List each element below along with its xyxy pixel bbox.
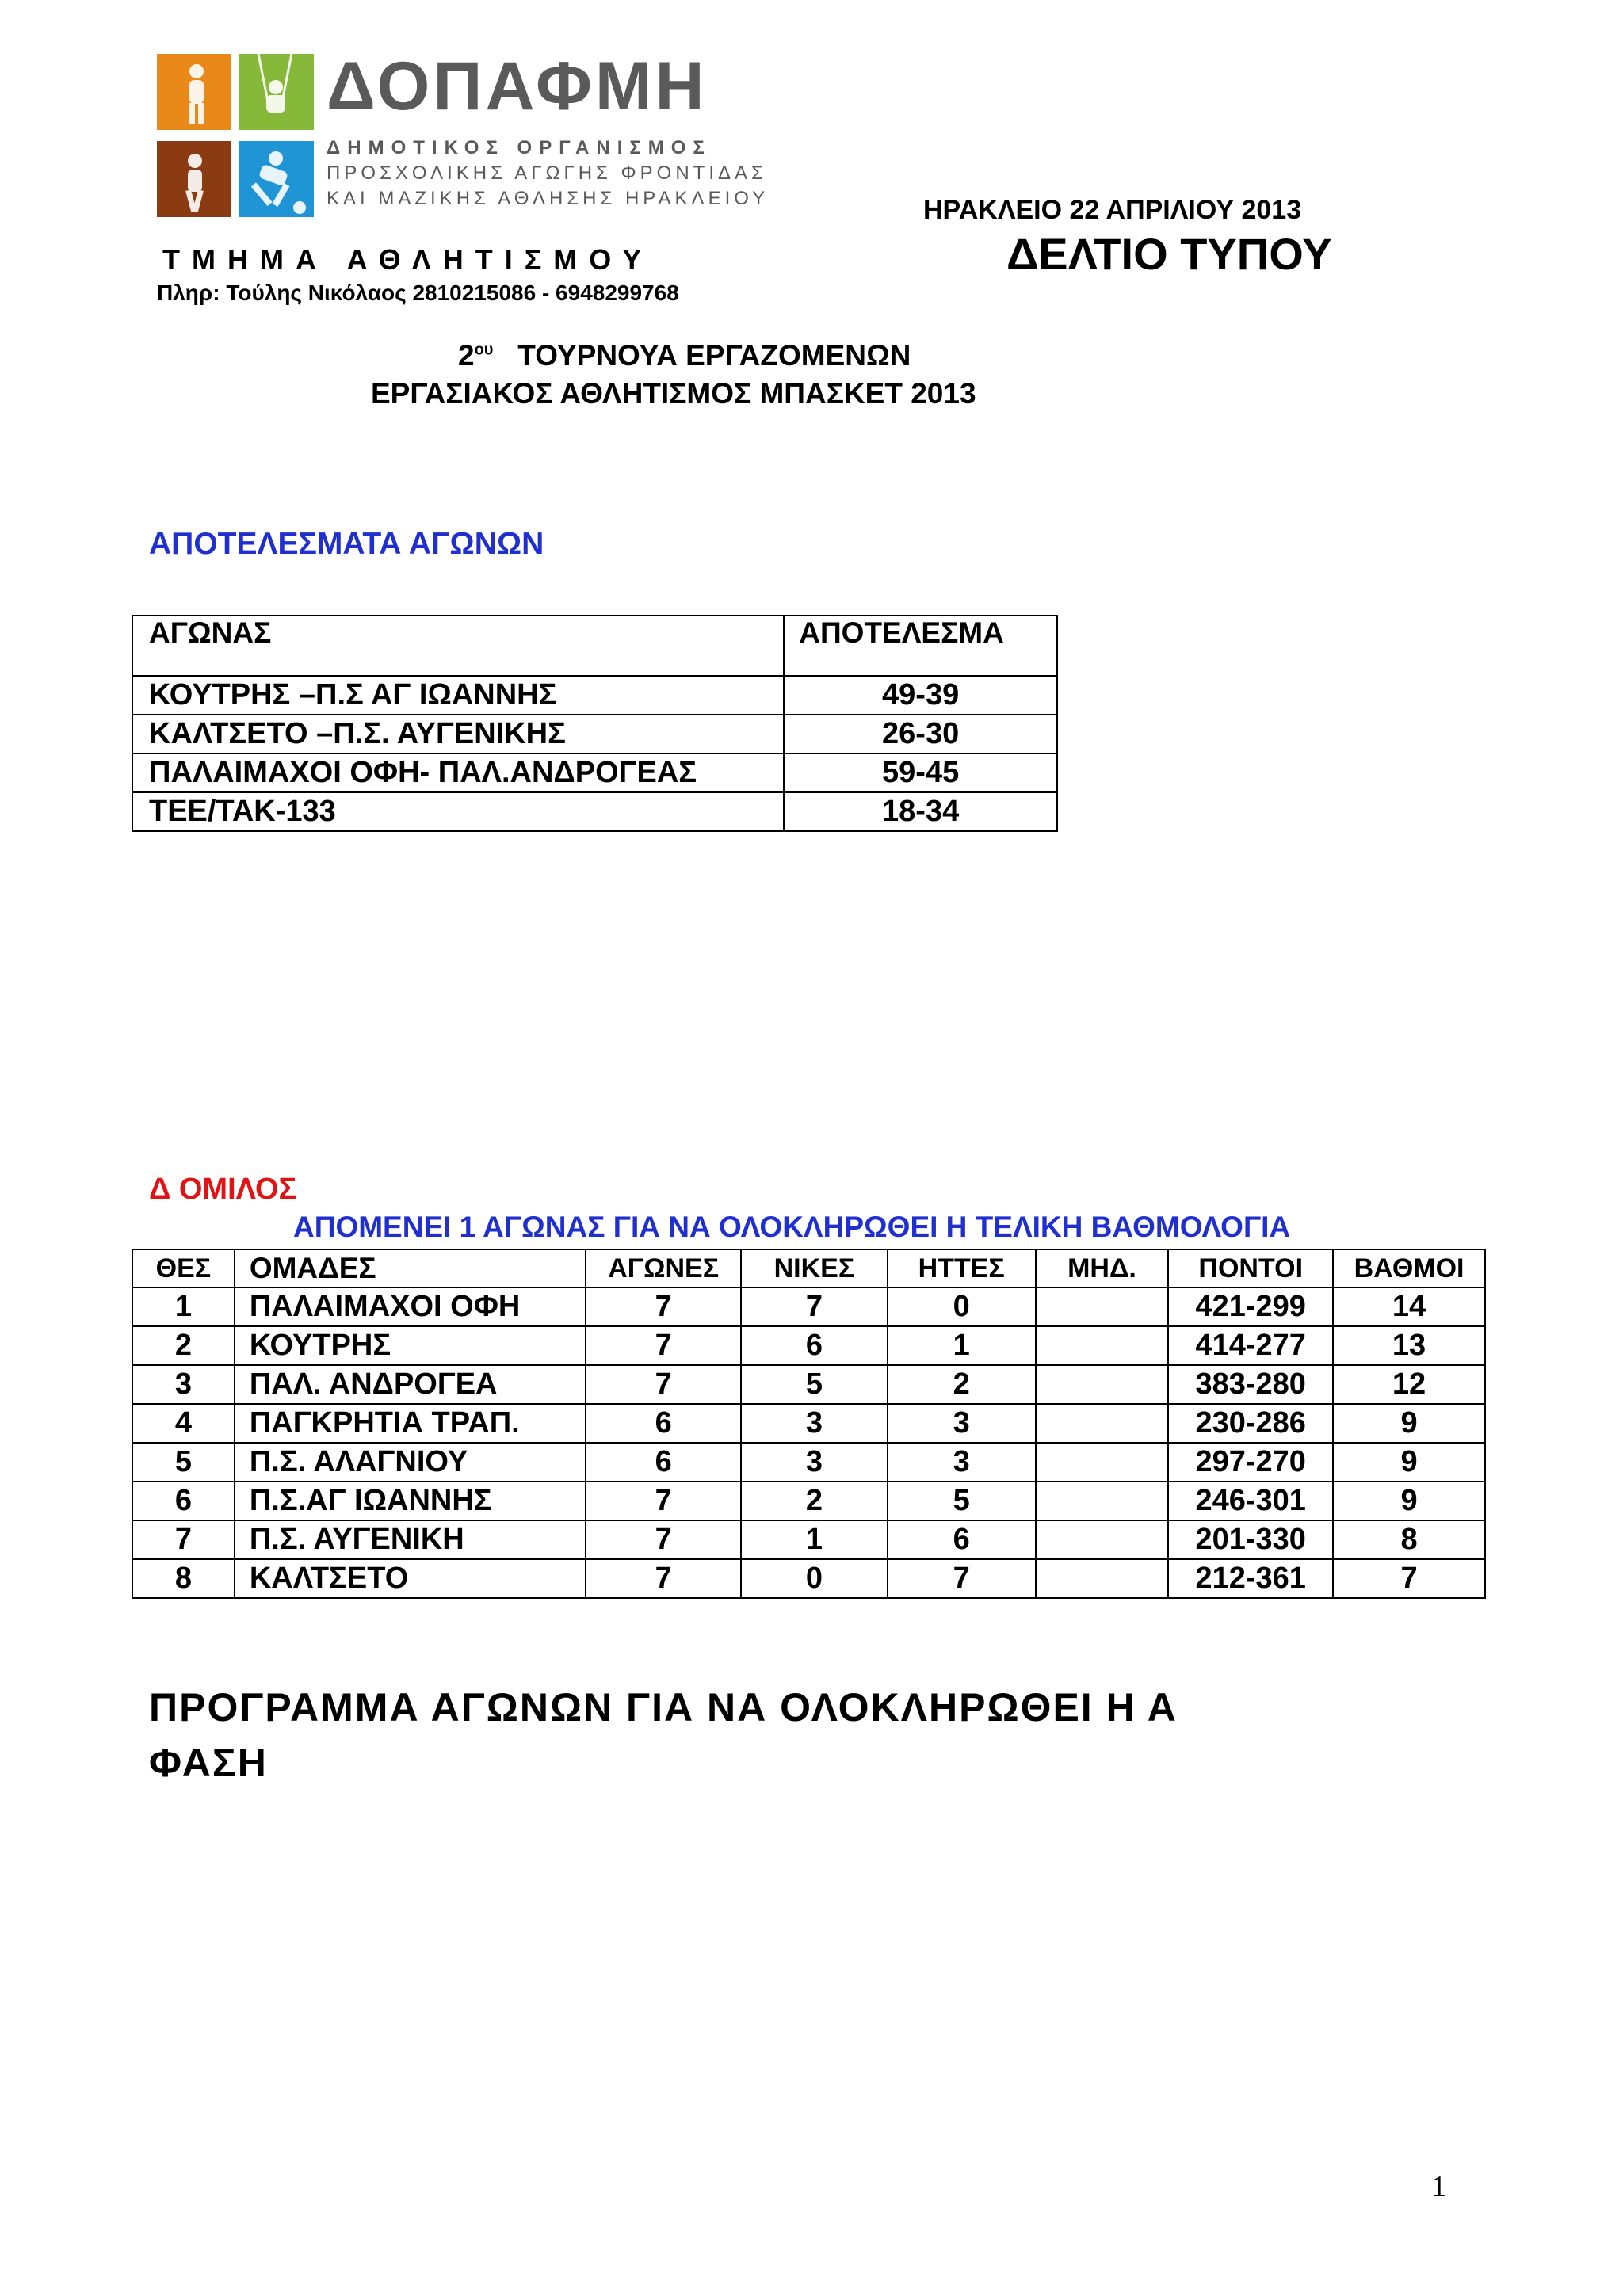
organization-logo	[157, 54, 314, 217]
standings-row	[132, 1520, 1485, 1559]
standings-cell-forfeits	[1036, 1520, 1169, 1559]
result-cell: 26-30	[784, 715, 1057, 753]
standings-col-header: ΑΓΩΝΕΣ	[586, 1249, 741, 1287]
standings-row	[132, 1443, 1485, 1482]
standings-cell-points: 230-286	[1168, 1404, 1333, 1443]
result-cell: 18-34	[784, 792, 1057, 831]
tournament-name: ΤΟΥΡΝΟΥΑ ΕΡΓΑΖΟΜΕΝΩΝ	[517, 339, 911, 372]
standings-cell-losses: 1	[888, 1326, 1036, 1365]
col-match: ΑΓΩΝΑΣ	[132, 616, 784, 676]
tournament-title	[458, 339, 911, 372]
result-row	[132, 753, 1057, 792]
standings-cell-points: 414-277	[1168, 1326, 1333, 1365]
standings-cell-team: Π.Σ. ΑΥΓΕΝΙΚΗ	[235, 1520, 586, 1559]
standings-cell-losses: 7	[888, 1559, 1036, 1598]
standings-cell-wins: 1	[741, 1520, 888, 1559]
contact-info: Πληρ: Τούλης Νικόλαος 2810215086 - 6948299768	[157, 280, 679, 305]
standings-col-header: ΠΟΝΤΟΙ	[1168, 1249, 1333, 1287]
standings-cell-pos: 5	[132, 1443, 235, 1482]
page-number: 1	[1431, 2170, 1446, 2203]
standings-cell-forfeits	[1036, 1404, 1169, 1443]
standings-cell-forfeits	[1036, 1326, 1169, 1365]
standings-col-header: ΘΕΣ	[132, 1249, 235, 1287]
dateline: ΗΡΑΚΛΕΙΟ 22 ΑΠΡΙΛΙΟΥ 2013	[923, 195, 1302, 225]
group-label: Δ ΟΜΙΛΟΣ	[149, 1173, 297, 1206]
logo-line-2: ΠΡΟΣΧΟΛΙΚΗΣ ΑΓΩΓΗΣ ΦΡΟΝΤΙΔΑΣ	[327, 162, 767, 184]
standings-col-header: ΜΗΔ.	[1036, 1249, 1169, 1287]
standings-row	[132, 1482, 1485, 1520]
standings-row	[132, 1287, 1485, 1326]
standings-cell-score: 9	[1333, 1482, 1485, 1520]
standings-cell-score: 7	[1333, 1559, 1485, 1598]
standings-cell-score: 13	[1333, 1326, 1485, 1365]
standings-cell-pos: 2	[132, 1326, 235, 1365]
standings-cell-wins: 3	[741, 1404, 888, 1443]
press-release-title: ΔΕΛΤΙΟ ΤΥΠΟΥ	[1006, 229, 1332, 279]
standings-cell-forfeits	[1036, 1559, 1169, 1598]
standings-col-header: ΗΤΤΕΣ	[888, 1249, 1036, 1287]
standings-cell-points: 212-361	[1168, 1559, 1333, 1598]
logo-line-1: ΔΗΜΟΤΙΚΟΣ ΟΡΓΑΝΙΣΜΟΣ	[327, 137, 712, 158]
standings-cell-points: 421-299	[1168, 1287, 1333, 1326]
program-heading	[149, 1680, 1178, 1791]
standings-cell-forfeits	[1036, 1443, 1169, 1482]
standings-cell-points: 383-280	[1168, 1365, 1333, 1404]
standings-table	[132, 1249, 1486, 1599]
standings-cell-losses: 3	[888, 1404, 1036, 1443]
standings-row	[132, 1404, 1485, 1443]
standings-cell-pos: 1	[132, 1287, 235, 1326]
remaining-note: ΑΠΟΜΕΝΕΙ 1 ΑΓΩΝΑΣ ΓΙΑ ΝΑ ΟΛΟΚΛΗΡΩΘΕΙ Η ΤΕΛΙΚΗ ΒΑΘΜΟΛΟΓΙΑ	[293, 1211, 1291, 1243]
standings-cell-forfeits	[1036, 1365, 1169, 1404]
standings-cell-team: ΠΑΓΚΡΗΤΙΑ ΤΡΑΠ.	[235, 1404, 586, 1443]
match-cell: ΚΟΥΤΡΗΣ –Π.Σ ΑΓ ΙΩΑΝΝΗΣ	[132, 676, 784, 715]
standings-cell-losses: 5	[888, 1482, 1036, 1520]
results-heading: ΑΠΟΤΕΛΕΣΜΑΤΑ ΑΓΩΝΩΝ	[149, 527, 544, 561]
standings-row	[132, 1326, 1485, 1365]
standings-cell-games: 7	[586, 1559, 741, 1598]
tournament-subtitle: ΕΡΓΑΣΙΑΚΟΣ ΑΘΛΗΤΙΣΜΟΣ ΜΠΑΣΚΕΤ 2013	[371, 377, 976, 410]
standings-cell-games: 7	[586, 1520, 741, 1559]
result-row	[132, 715, 1057, 753]
col-result: ΑΠΟΤΕΛΕΣΜΑ	[784, 616, 1057, 676]
logo-wordmark: ΔΟΠΑΦΜΗ	[327, 48, 708, 124]
result-cell: 49-39	[784, 676, 1057, 715]
standings-cell-games: 7	[586, 1326, 741, 1365]
match-cell: ΤΕΕ/ΤΑΚ-133	[132, 792, 784, 831]
standings-cell-losses: 2	[888, 1365, 1036, 1404]
standings-cell-points: 246-301	[1168, 1482, 1333, 1520]
ordinal-number: 2	[458, 339, 475, 372]
standings-col-header: ΒΑΘΜΟΙ	[1333, 1249, 1485, 1287]
results-header-row	[132, 616, 1057, 676]
standings-cell-team: ΚΑΛΤΣΕΤΟ	[235, 1559, 586, 1598]
standings-cell-score: 9	[1333, 1443, 1485, 1482]
department-name: ΤΜΗΜΑ ΑΘΛΗΤΙΣΜΟΥ	[162, 243, 654, 276]
standings-row	[132, 1559, 1485, 1598]
standings-cell-score: 9	[1333, 1404, 1485, 1443]
standings-cell-wins: 6	[741, 1326, 888, 1365]
standings-cell-score: 12	[1333, 1365, 1485, 1404]
result-cell: 59-45	[784, 753, 1057, 792]
results-table	[132, 615, 1058, 832]
match-cell: ΠΑΛΑΙΜΑΧΟΙ ΟΦΗ- ΠΑΛ.ΑΝΔΡΟΓΕΑΣ	[132, 753, 784, 792]
logo-line-3: ΚΑΙ ΜΑΖΙΚΗΣ ΑΘΛΗΣΗΣ ΗΡΑΚΛΕΙΟΥ	[327, 188, 769, 209]
standings-cell-points: 201-330	[1168, 1520, 1333, 1559]
standings-cell-points: 297-270	[1168, 1443, 1333, 1482]
standings-cell-wins: 0	[741, 1559, 888, 1598]
standings-cell-games: 7	[586, 1365, 741, 1404]
standings-cell-wins: 3	[741, 1443, 888, 1482]
standings-cell-pos: 4	[132, 1404, 235, 1443]
standings-cell-losses: 6	[888, 1520, 1036, 1559]
standings-cell-games: 6	[586, 1404, 741, 1443]
standings-cell-pos: 8	[132, 1559, 235, 1598]
standings-cell-team: Π.Σ.ΑΓ ΙΩΑΝΝΗΣ	[235, 1482, 586, 1520]
standings-cell-pos: 6	[132, 1482, 235, 1520]
standings-cell-games: 7	[586, 1482, 741, 1520]
standings-cell-wins: 5	[741, 1365, 888, 1404]
standings-cell-team: ΚΟΥΤΡΗΣ	[235, 1326, 586, 1365]
standings-cell-pos: 3	[132, 1365, 235, 1404]
standings-cell-games: 6	[586, 1443, 741, 1482]
standings-col-header: ΟΜΑΔΕΣ	[235, 1249, 586, 1287]
standings-row	[132, 1365, 1485, 1404]
standings-cell-team: Π.Σ. ΑΛΑΓΝΙΟΥ	[235, 1443, 586, 1482]
program-heading-line-2: ΦΑΣΗ	[149, 1741, 268, 1785]
standings-cell-forfeits	[1036, 1287, 1169, 1326]
standings-cell-losses: 3	[888, 1443, 1036, 1482]
standings-cell-score: 8	[1333, 1520, 1485, 1559]
ordinal-suffix: ου	[474, 341, 494, 359]
standings-cell-wins: 7	[741, 1287, 888, 1326]
standings-cell-games: 7	[586, 1287, 741, 1326]
standings-cell-losses: 0	[888, 1287, 1036, 1326]
match-cell: ΚΑΛΤΣΕΤΟ –Π.Σ. ΑΥΓΕΝΙΚΗΣ	[132, 715, 784, 753]
standings-cell-pos: 7	[132, 1520, 235, 1559]
result-row	[132, 792, 1057, 831]
standings-cell-team: ΠΑΛ. ΑΝΔΡΟΓΕΑ	[235, 1365, 586, 1404]
program-heading-line-1: ΠΡΟΓΡΑΜΜΑ ΑΓΩΝΩΝ ΓΙΑ ΝΑ ΟΛΟΚΛΗΡΩΘΕΙ Η Α	[149, 1685, 1178, 1730]
standings-header-row	[132, 1249, 1485, 1287]
standings-cell-team: ΠΑΛΑΙΜΑΧΟΙ ΟΦΗ	[235, 1287, 586, 1326]
result-row	[132, 676, 1057, 715]
standings-col-header: ΝΙΚΕΣ	[741, 1249, 888, 1287]
standings-cell-forfeits	[1036, 1482, 1169, 1520]
standings-cell-score: 14	[1333, 1287, 1485, 1326]
standings-cell-wins: 2	[741, 1482, 888, 1520]
